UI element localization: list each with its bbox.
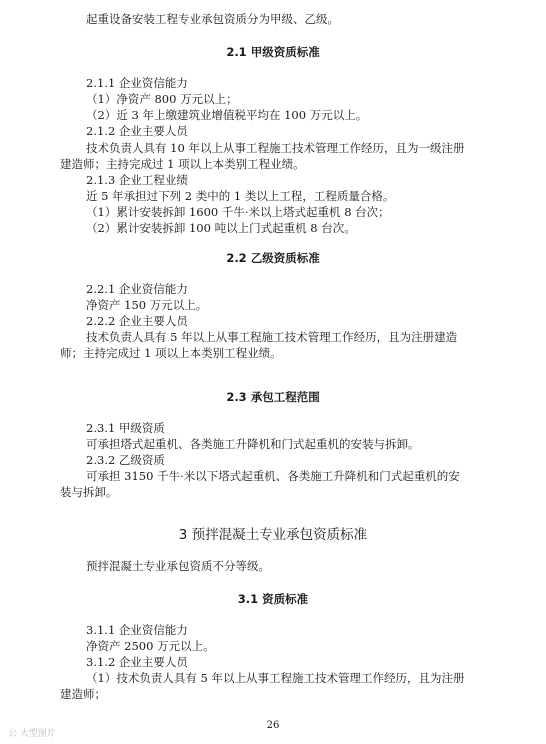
text-line: 可承担塔式起重机、各类施工升降机和门式起重机的安装与拆卸。 [86,437,420,451]
text-line: 预拌混凝土专业承包资质不分等级。 [86,559,270,573]
clause-2-1-3: 2.1.3 企业工程业绩 [86,173,188,187]
clause-2-1-1: 2.1.1 企业资信能力 [86,76,188,90]
text-line: 可承担 3150 千牛·米以下塔式起重机、各类施工升降机和门式起重机的安 [86,469,460,483]
text-line: 装与拆卸。 [60,485,118,499]
text-line: 近 5 年承担过下列 2 类中的 1 类以上工程，工程质量合格。 [86,189,395,203]
text-line: （1）累计安装拆卸 1600 千牛·米以上塔式起重机 8 台次； [86,205,390,219]
watermark: 公 大型图片 [8,729,56,739]
text-line: 技术负责人具有 10 年以上从事工程施工技术管理工作经历，且为一级注册 [86,141,465,155]
text-line: 建造师； [60,687,106,701]
text-line: 净资产 150 万元以上。 [86,298,208,312]
clause-3-1-2: 3.1.2 企业主要人员 [86,655,188,669]
text-line: 净资产 2500 万元以上。 [86,639,215,653]
text-line: 技术负责人具有 5 年以上从事工程施工技术管理工作经历，且为注册建造 [86,330,458,344]
section-heading-2-3: 2.3 承包工程范围 [226,390,320,404]
intro-text: 起重设备安装工程专业承包资质分为甲级、乙级。 [86,12,339,26]
clause-2-3-2: 2.3.2 乙级资质 [86,453,165,467]
section-heading-2-2: 2.2 乙级资质标准 [226,251,320,265]
clause-2-2-1: 2.2.1 企业资信能力 [86,282,188,296]
section-heading-2-1: 2.1 甲级资质标准 [226,45,320,59]
text-line: （2）近 3 年上缴建筑业增值税平均在 100 万元以上。 [86,108,368,122]
clause-3-1-1: 3.1.1 企业资信能力 [86,623,188,637]
chapter-heading-3: 3 预拌混凝土专业承包资质标准 [178,527,368,543]
section-heading-3-1: 3.1 资质标准 [237,592,309,606]
text-line: 建造师；主持完成过 1 项以上本类别工程业绩。 [60,157,305,171]
text-line: （1）净资产 800 万元以上； [86,92,238,106]
text-line: （1）技术负责人具有 5 年以上从事工程施工技术管理工作经历，且为注册 [86,671,465,685]
clause-2-2-2: 2.2.2 企业主要人员 [86,314,188,328]
text-line: 师；主持完成过 1 项以上本类别工程业绩。 [60,346,282,360]
clause-2-3-1: 2.3.1 甲级资质 [86,421,165,435]
text-line: （2）累计安装拆卸 100 吨以上门式起重机 8 台次。 [86,221,356,235]
clause-2-1-2: 2.1.2 企业主要人员 [86,124,188,138]
page-number: 26 [266,720,280,731]
